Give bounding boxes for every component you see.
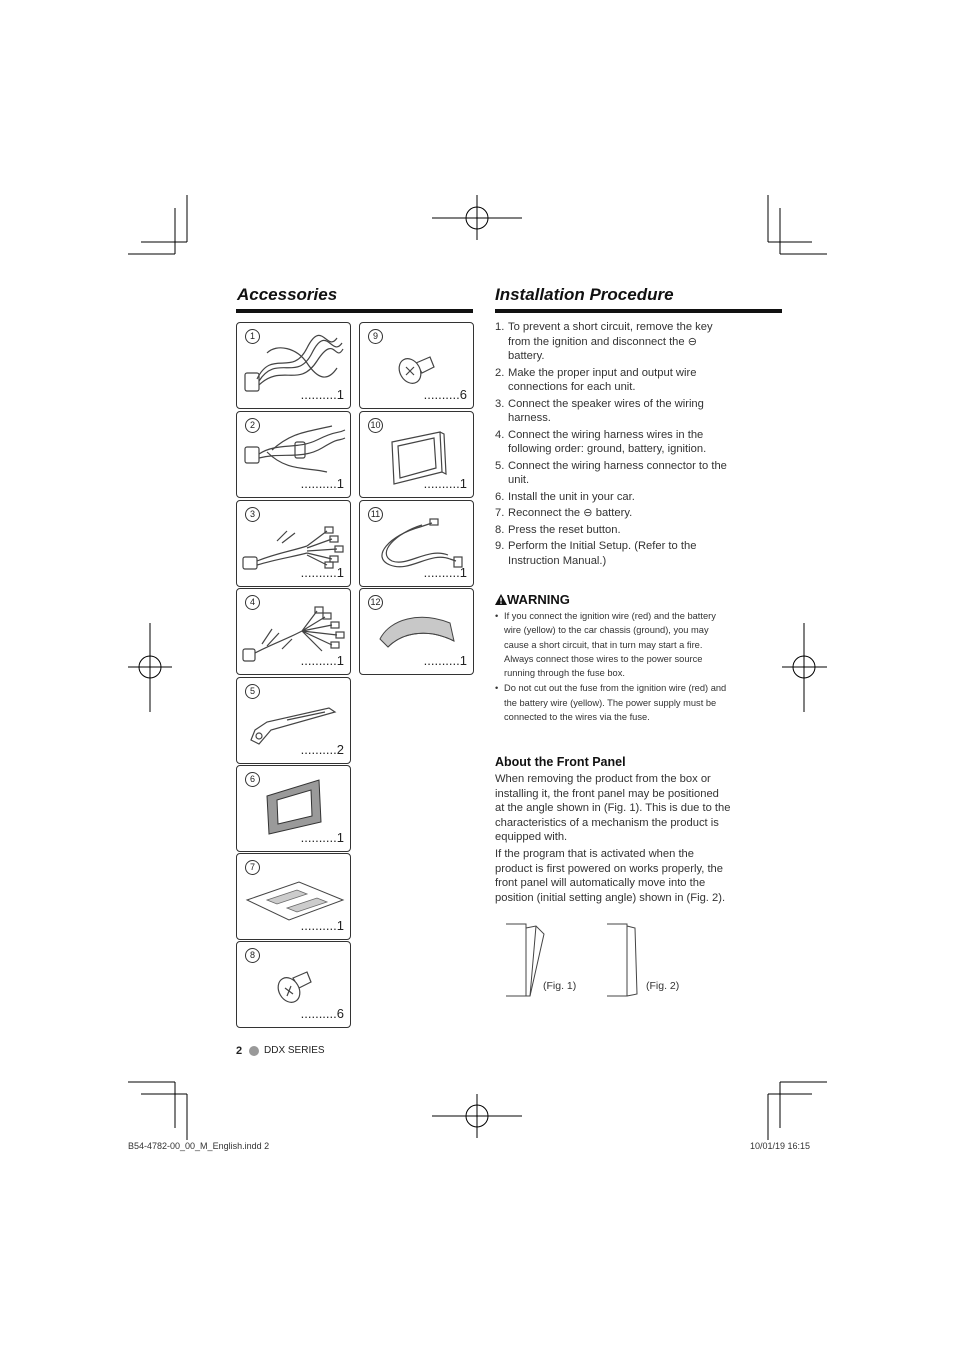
fig-2-caption: (Fig. 2) — [646, 980, 680, 992]
item-number: 4 — [245, 595, 260, 610]
accessory-box-10 — [359, 411, 474, 498]
step-item: 2. Make the proper input and output wire connections for each unit. — [495, 366, 697, 393]
step-item: 9. Perform the Initial Setup. (Refer to the Instruction Manual.) — [495, 540, 697, 567]
accessories-heading: Accessories — [237, 285, 338, 304]
item-number: 6 — [245, 772, 260, 787]
item-quantity: ..........2 — [300, 742, 344, 757]
item-number: 2 — [245, 418, 260, 433]
item-quantity: ..........1 — [423, 565, 467, 580]
item-quantity: ..........6 — [423, 387, 467, 402]
item-number: 5 — [245, 684, 260, 699]
step-item: 6. Install the unit in your car. — [495, 490, 635, 503]
item-number: 11 — [368, 507, 383, 522]
accessories-rule — [236, 309, 473, 313]
fig-2-panel-upright-icon — [605, 920, 645, 1000]
item-number: 9 — [368, 329, 383, 344]
accessory-box-6 — [236, 765, 351, 852]
item-number: 3 — [245, 507, 260, 522]
step-item: 7. Reconnect the ⊖ battery. — [495, 507, 633, 519]
step-item: 4. Connect the wiring harness wires in the following order: ground, battery, ignition. — [495, 428, 707, 455]
file-slug: B54-4782-00_00_M_English.indd 2 — [128, 1141, 270, 1151]
step-item: 8. Press the reset button. — [495, 523, 621, 536]
item-quantity: ..........1 — [300, 918, 344, 933]
item-number: 10 — [368, 418, 383, 433]
accessory-box-8 — [236, 941, 351, 1028]
item-quantity: ..........1 — [300, 476, 344, 491]
item-quantity: ..........1 — [423, 653, 467, 668]
item-quantity: ..........1 — [300, 830, 344, 845]
accessory-box-3 — [236, 500, 351, 587]
item-number: 12 — [368, 595, 383, 610]
installation-steps — [495, 320, 735, 570]
step-item: 3. Connect the speaker wires of the wiring harness. — [495, 397, 704, 424]
accessory-box-9 — [359, 322, 474, 409]
accessory-box-7 — [236, 853, 351, 940]
accessory-box-12 — [359, 588, 474, 675]
installation-heading: Installation Procedure — [495, 285, 674, 304]
warning-list — [495, 609, 727, 725]
warning-triangle-icon — [495, 594, 507, 605]
front-panel-paragraph-1: When removing the product from the box or installing it, the front panel may be positioned at the angle shown in (Fig. 1). This is due to the characteristics of a mechanism the product is equipped with. — [495, 773, 731, 843]
item-quantity: ..........6 — [300, 1006, 344, 1021]
accessory-box-5 — [236, 677, 351, 764]
page-dot — [249, 1046, 259, 1056]
item-quantity: ..........1 — [423, 476, 467, 491]
item-quantity: ..........1 — [300, 653, 344, 668]
series-label: DDX SERIES — [264, 1045, 325, 1056]
item-quantity: ..........1 — [300, 387, 344, 402]
step-item: 5. Connect the wiring harness connector to the unit. — [495, 459, 727, 486]
item-number: 1 — [245, 329, 260, 344]
item-quantity: ..........1 — [300, 565, 344, 580]
page-number: 2 — [236, 1045, 243, 1057]
fig-1-caption: (Fig. 1) — [543, 980, 577, 992]
front-panel-heading: About the Front Panel — [495, 755, 626, 769]
item-number: 7 — [245, 860, 260, 875]
installation-rule — [495, 309, 782, 313]
warning-item: • If you connect the ignition wire (red) and the battery wire (yellow) to the car chassis (ground), you may cause a short circuit, that in turn may start a fire. Always connect those wires to the power source running through the fuse box. — [495, 609, 727, 680]
accessory-box-4 — [236, 588, 351, 675]
warning-heading: WARNING — [495, 592, 570, 607]
warning-item: • Do not cut out the fuse from the ignition wire (red) and the battery wire (yellow). The power supply must be connected to the wires via the fuse. — [495, 681, 727, 724]
item-number: 8 — [245, 948, 260, 963]
accessory-box-2 — [236, 411, 351, 498]
front-panel-paragraph-2: If the program that is activated when the product is first powered on works properly, the front panel will automatically move into the position (initial setting angle) shown in (Fig. 2). — [495, 848, 726, 904]
date-slug: 10/01/19 16:15 — [750, 1141, 811, 1151]
accessory-box-11 — [359, 500, 474, 587]
step-item: 1. To prevent a short circuit, remove the key from the ignition and disconnect the ⊖ battery. — [495, 321, 713, 362]
accessory-box-1 — [236, 322, 351, 409]
